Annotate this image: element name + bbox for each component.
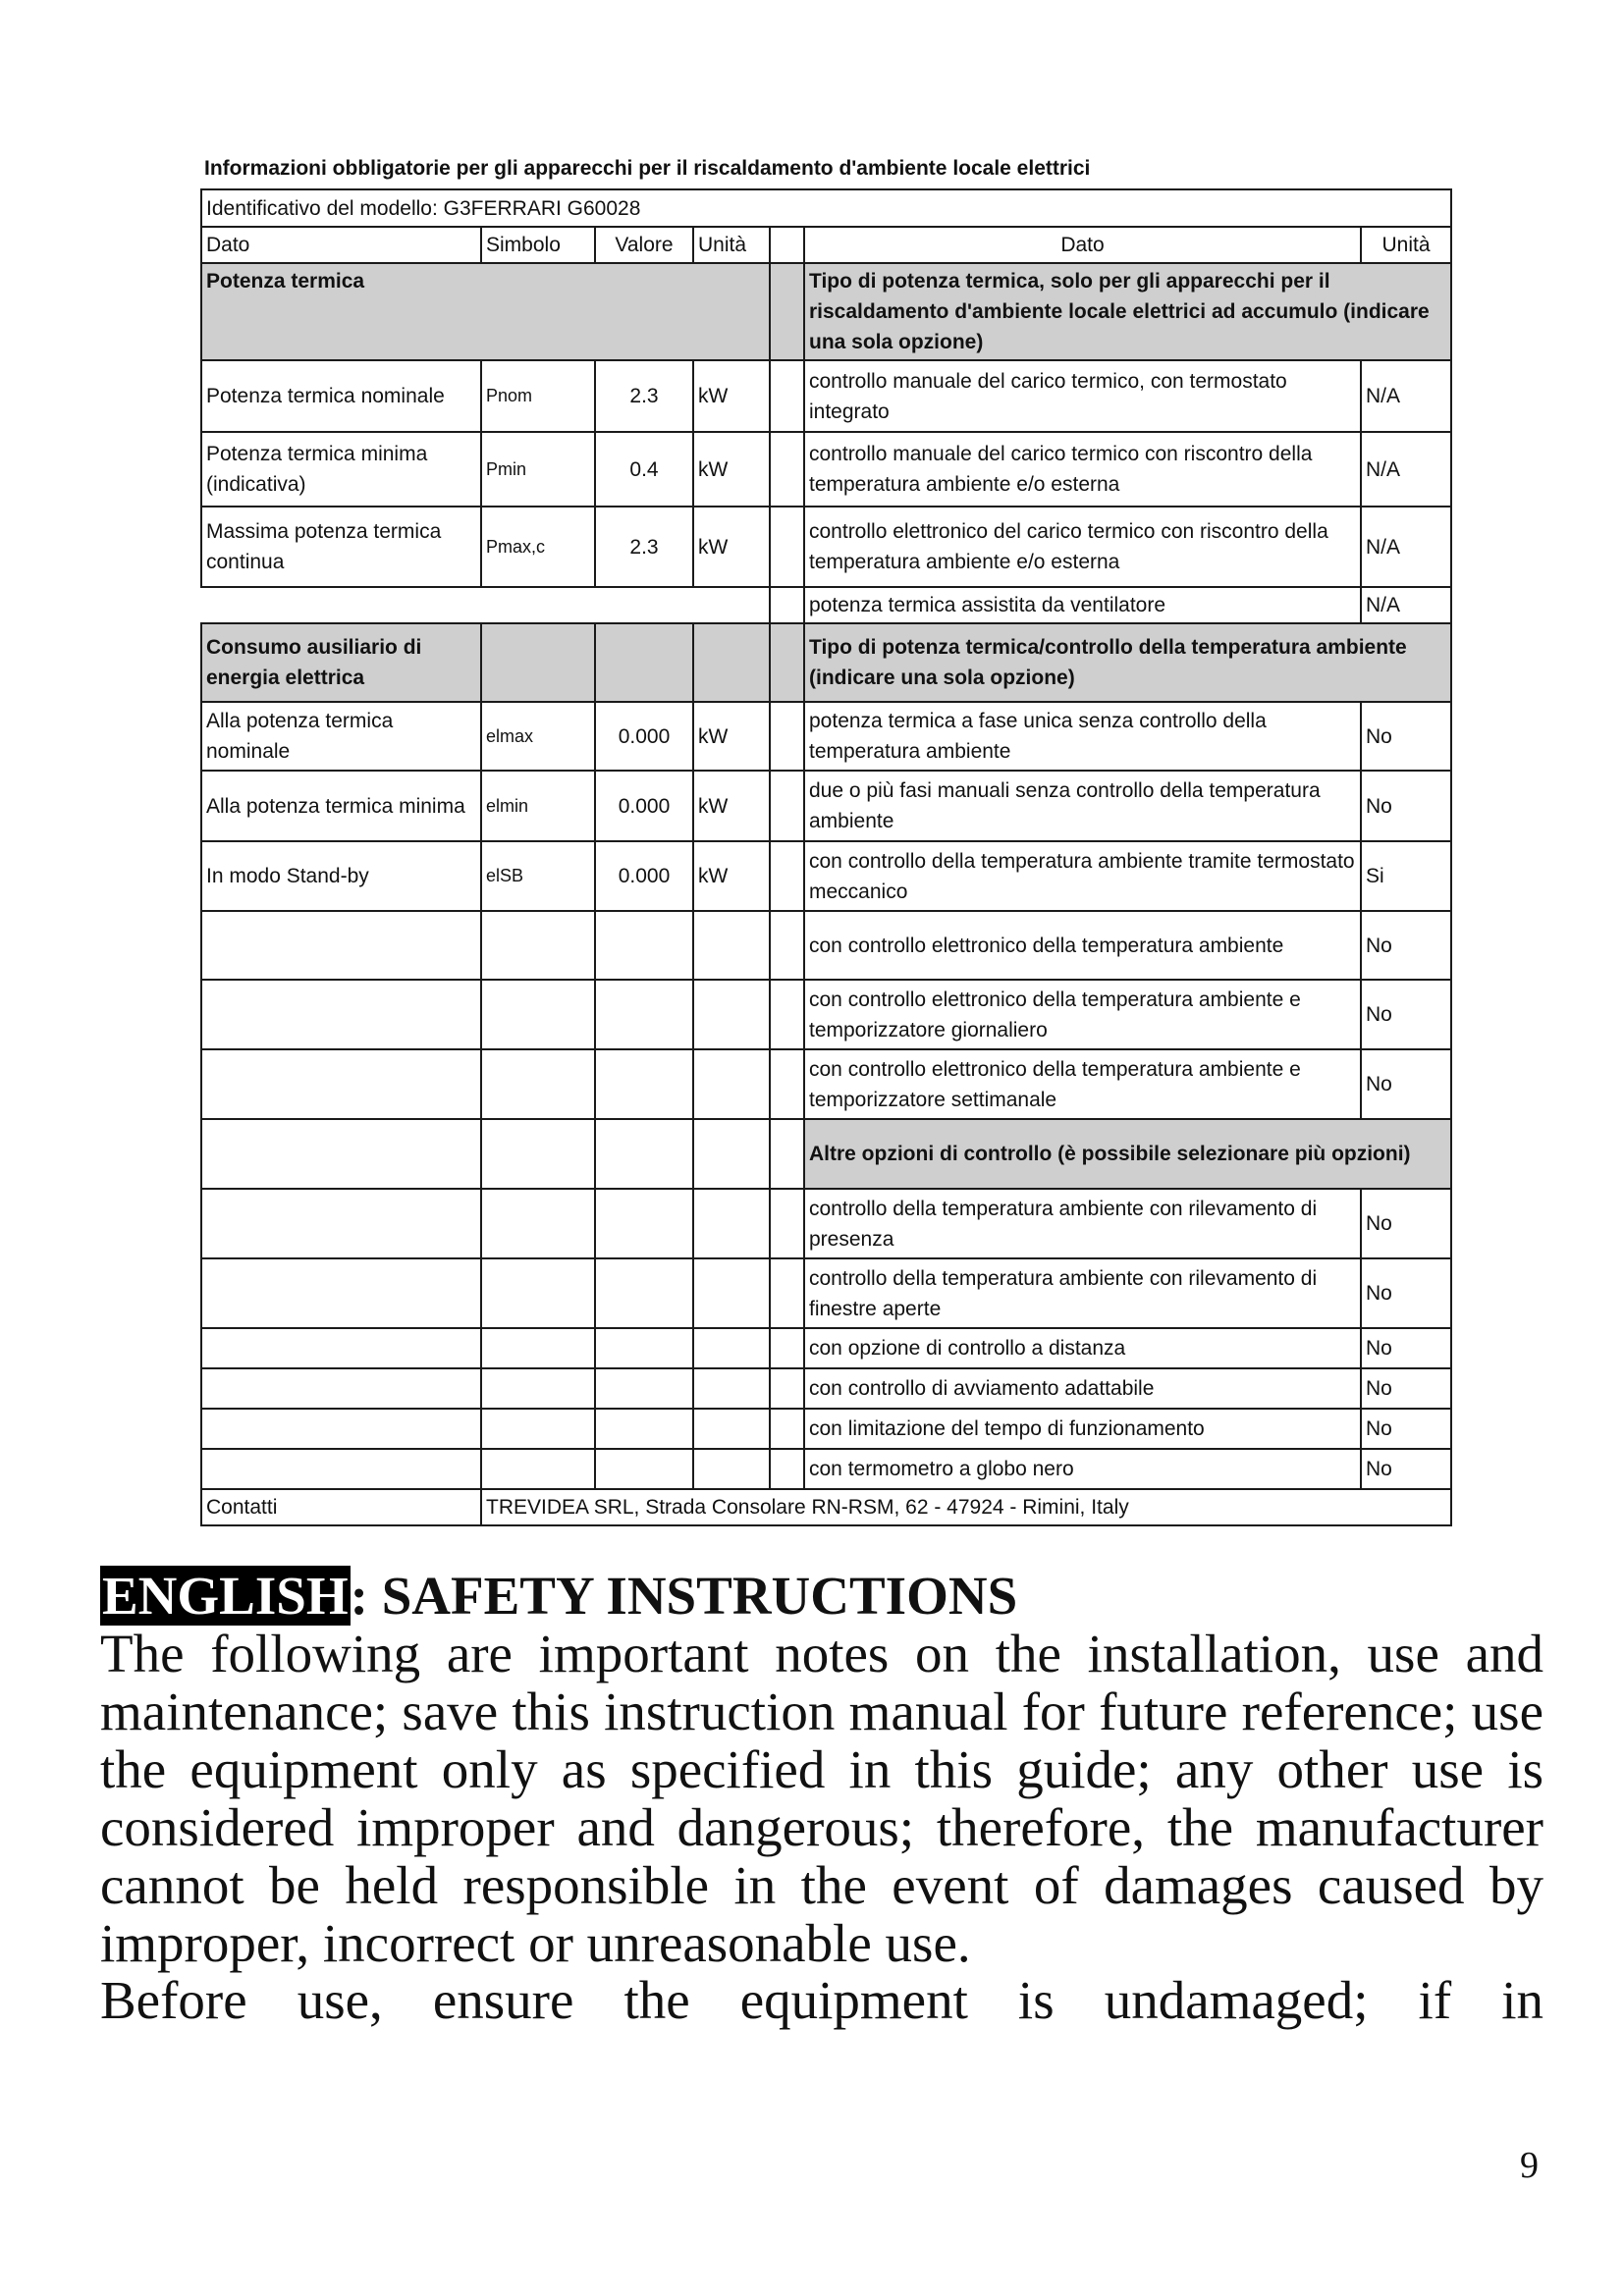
- consumo-section-row: [201, 623, 1451, 702]
- table-row: [201, 587, 1451, 623]
- row-option: controllo manuale del carico termico con riscontro della temperatura ambiente e/o esterna: [804, 432, 1361, 507]
- blank-cell: [693, 1189, 770, 1258]
- section-title: : SAFETY INSTRUCTIONS: [350, 1566, 1018, 1626]
- contatti-row: [201, 1489, 1451, 1525]
- row-unita: kW: [693, 771, 770, 841]
- row-simbolo: Pmin: [481, 432, 595, 507]
- header-simbolo: Simbolo: [481, 227, 595, 263]
- table-row: [201, 360, 1451, 432]
- blank-cell: [201, 1328, 481, 1368]
- row-dato: In modo Stand-by: [201, 841, 481, 911]
- blank-cell: [201, 1189, 481, 1258]
- row-option-value: No: [1361, 1409, 1451, 1449]
- table-row: [201, 771, 1451, 841]
- blank-cell: [201, 1449, 481, 1489]
- row-option: controllo elettronico del carico termico con riscontro della temperatura ambiente e/o esterna: [804, 507, 1361, 587]
- row-unita: kW: [693, 702, 770, 771]
- blank-cell: [595, 1368, 693, 1409]
- row-valore: 0.000: [595, 771, 693, 841]
- consumo-heading: Consumo ausiliario di energia elettrica: [201, 623, 481, 702]
- blank-cell: [481, 980, 595, 1049]
- separator-cell: [770, 1049, 804, 1119]
- separator-cell: [770, 227, 804, 263]
- row-simbolo: Pnom: [481, 360, 595, 432]
- row-dato: Potenza termica minima (indicativa): [201, 432, 481, 507]
- table-row: [201, 1189, 1451, 1258]
- blank-cell: [693, 623, 770, 702]
- blank-cell: [693, 1449, 770, 1489]
- row-valore: 2.3: [595, 507, 693, 587]
- row-option-value: No: [1361, 1328, 1451, 1368]
- row-option: con controllo elettronico della temperatura ambiente e temporizzatore giornaliero: [804, 980, 1361, 1049]
- separator-cell: [770, 702, 804, 771]
- row-valore: 2.3: [595, 360, 693, 432]
- row-option: potenza termica a fase unica senza controllo della temperatura ambiente: [804, 702, 1361, 771]
- table-row: [201, 841, 1451, 911]
- separator-cell: [770, 360, 804, 432]
- row-option-value: N/A: [1361, 360, 1451, 432]
- tipo2-heading: Tipo di potenza termica/controllo della temperatura ambiente (indicare una sola opzione): [804, 623, 1451, 702]
- row-option: con controllo di avviamento adattabile: [804, 1368, 1361, 1409]
- header-dato: Dato: [201, 227, 481, 263]
- blank-cell: [481, 1258, 595, 1328]
- row-simbolo: elSB: [481, 841, 595, 911]
- blank-cell: [201, 1258, 481, 1328]
- page-number: 9: [1520, 2145, 1539, 2186]
- separator-cell: [770, 1368, 804, 1409]
- row-option: controllo della temperatura ambiente con rilevamento di finestre aperte: [804, 1258, 1361, 1328]
- row-unita: kW: [693, 432, 770, 507]
- row-unita: kW: [693, 360, 770, 432]
- row-option-value: N/A: [1361, 432, 1451, 507]
- blank-cell: [201, 1409, 481, 1449]
- separator-cell: [770, 1189, 804, 1258]
- blank-cell: [201, 1049, 481, 1119]
- language-tag: ENGLISH: [102, 1566, 349, 1626]
- separator-cell: [770, 1258, 804, 1328]
- blank-cell: [201, 911, 481, 980]
- row-simbolo: Pmax,c: [481, 507, 595, 587]
- table-row: [201, 1409, 1451, 1449]
- row-simbolo: elmax: [481, 702, 595, 771]
- row-option: con controllo elettronico della temperatura ambiente: [804, 911, 1361, 980]
- table-row: [201, 911, 1451, 980]
- section-heading: [100, 1567, 1543, 1626]
- row-option: controllo della temperatura ambiente con rilevamento di presenza: [804, 1189, 1361, 1258]
- separator-cell: [770, 1119, 804, 1189]
- blank-cell: [595, 623, 693, 702]
- row-unita: kW: [693, 841, 770, 911]
- row-option: con controllo elettronico della temperatura ambiente e temporizzatore settimanale: [804, 1049, 1361, 1119]
- blank-cell: [693, 1258, 770, 1328]
- row-valore: 0.4: [595, 432, 693, 507]
- row-dato: Massima potenza termica continua: [201, 507, 481, 587]
- row-option-value: No: [1361, 911, 1451, 980]
- blank-cell: [595, 1409, 693, 1449]
- separator-cell: [770, 841, 804, 911]
- row-valore: 0.000: [595, 702, 693, 771]
- altre-heading: Altre opzioni di controllo (è possibile selezionare più opzioni): [804, 1119, 1451, 1189]
- blank-cell: [693, 1368, 770, 1409]
- separator-cell: [770, 507, 804, 587]
- header-unita: Unità: [693, 227, 770, 263]
- blank-cell: [481, 1449, 595, 1489]
- row-unita: kW: [693, 507, 770, 587]
- separator-cell: [770, 587, 804, 623]
- row-option-value: N/A: [1361, 507, 1451, 587]
- blank-cell: [595, 1049, 693, 1119]
- table-row: [201, 507, 1451, 587]
- potenza-heading: Potenza termica: [201, 263, 770, 360]
- blank-cell: [693, 911, 770, 980]
- row-option-value: No: [1361, 980, 1451, 1049]
- row-option: con termometro a globo nero: [804, 1449, 1361, 1489]
- blank-cell: [595, 1258, 693, 1328]
- model-row: [201, 189, 1451, 227]
- blank-cell: [595, 1328, 693, 1368]
- table-row: [201, 980, 1451, 1049]
- row-option: con controllo della temperatura ambiente tramite termostato meccanico: [804, 841, 1361, 911]
- row-dato: Alla potenza termica minima: [201, 771, 481, 841]
- separator-cell: [770, 1409, 804, 1449]
- blank-cell: [693, 1119, 770, 1189]
- table-row: [201, 1258, 1451, 1328]
- separator-cell: [770, 1449, 804, 1489]
- row-option-value: No: [1361, 1368, 1451, 1409]
- separator-cell: [770, 911, 804, 980]
- row-option: con opzione di controllo a distanza: [804, 1328, 1361, 1368]
- blank-cell: [201, 1368, 481, 1409]
- row-option: con limitazione del tempo di funzionamento: [804, 1409, 1361, 1449]
- header-dato-right: Dato: [804, 227, 1361, 263]
- row-dato: Potenza termica nominale: [201, 360, 481, 432]
- safety-section: [100, 1567, 1543, 2029]
- blank-cell: [595, 1189, 693, 1258]
- row-option-value: No: [1361, 1258, 1451, 1328]
- blank-cell: [481, 1409, 595, 1449]
- potenza-section-row: [201, 263, 1451, 360]
- separator-cell: [770, 432, 804, 507]
- separator-cell: [770, 623, 804, 702]
- header-row: [201, 227, 1451, 263]
- blank-cell: [693, 1049, 770, 1119]
- table-row: [201, 1368, 1451, 1409]
- blank-cell: [481, 911, 595, 980]
- row-option-value: No: [1361, 1049, 1451, 1119]
- blank-cell: [481, 1368, 595, 1409]
- header-valore: Valore: [595, 227, 693, 263]
- table-row: [201, 1328, 1451, 1368]
- blank-cell: [201, 980, 481, 1049]
- separator-cell: [770, 771, 804, 841]
- blank-cell: [595, 1119, 693, 1189]
- blank-cell: [481, 623, 595, 702]
- row-dato: Alla potenza termica nominale: [201, 702, 481, 771]
- separator-cell: [770, 263, 804, 360]
- model-id: Identificativo del modello: G3FERRARI G60028: [201, 189, 1451, 227]
- safety-paragraph-continued: Before use, ensure the equipment is undamaged; if in: [100, 1970, 1543, 2030]
- row-option-value: No: [1361, 771, 1451, 841]
- blank-cell: [595, 911, 693, 980]
- blank-cell: [481, 1119, 595, 1189]
- blank-cell: [595, 1449, 693, 1489]
- blank-cell: [693, 1409, 770, 1449]
- blank-cell: [595, 980, 693, 1049]
- row-option-value: No: [1361, 1189, 1451, 1258]
- table-title: Informazioni obbligatorie per gli apparecchi per il riscaldamento d'ambiente locale elettrici: [204, 157, 1091, 180]
- contatti-value: TREVIDEA SRL, Strada Consolare RN-RSM, 62 - 47924 - Rimini, Italy: [481, 1489, 1451, 1525]
- row-option-value: N/A: [1361, 587, 1451, 623]
- blank-cell: [693, 980, 770, 1049]
- row-option: potenza termica assistita da ventilatore: [804, 587, 1361, 623]
- tipo-heading: Tipo di potenza termica, solo per gli apparecchi per il riscaldamento d'ambiente locale elettrici ad accumulo (indicare una sola opzione): [804, 263, 1451, 360]
- safety-paragraph: The following are important notes on the installation, use and maintenance; save this instruction manual for future reference; use the equipment only as specified in this guide; any other use is considered improper and dangerous; therefore, the manufacturer cannot be held responsible in the event of damages caused by improper, incorrect or unreasonable use.: [100, 1624, 1543, 1973]
- altre-section-row: [201, 1119, 1451, 1189]
- row-simbolo: elmin: [481, 771, 595, 841]
- row-option-value: Si: [1361, 841, 1451, 911]
- blank-cell: [693, 1328, 770, 1368]
- blank-cell: [201, 587, 770, 623]
- blank-cell: [481, 1049, 595, 1119]
- table-row: [201, 432, 1451, 507]
- row-option-value: No: [1361, 1449, 1451, 1489]
- separator-cell: [770, 1328, 804, 1368]
- row-option-value: No: [1361, 702, 1451, 771]
- separator-cell: [770, 980, 804, 1049]
- table-row: [201, 702, 1451, 771]
- contatti-label: Contatti: [201, 1489, 481, 1525]
- energy-info-table: [200, 188, 1452, 1526]
- row-option: due o più fasi manuali senza controllo della temperatura ambiente: [804, 771, 1361, 841]
- header-unita-right: Unità: [1361, 227, 1451, 263]
- table-row: [201, 1049, 1451, 1119]
- blank-cell: [481, 1189, 595, 1258]
- row-valore: 0.000: [595, 841, 693, 911]
- blank-cell: [481, 1328, 595, 1368]
- table-row: [201, 1449, 1451, 1489]
- blank-cell: [201, 1119, 481, 1189]
- row-option: controllo manuale del carico termico, con termostato integrato: [804, 360, 1361, 432]
